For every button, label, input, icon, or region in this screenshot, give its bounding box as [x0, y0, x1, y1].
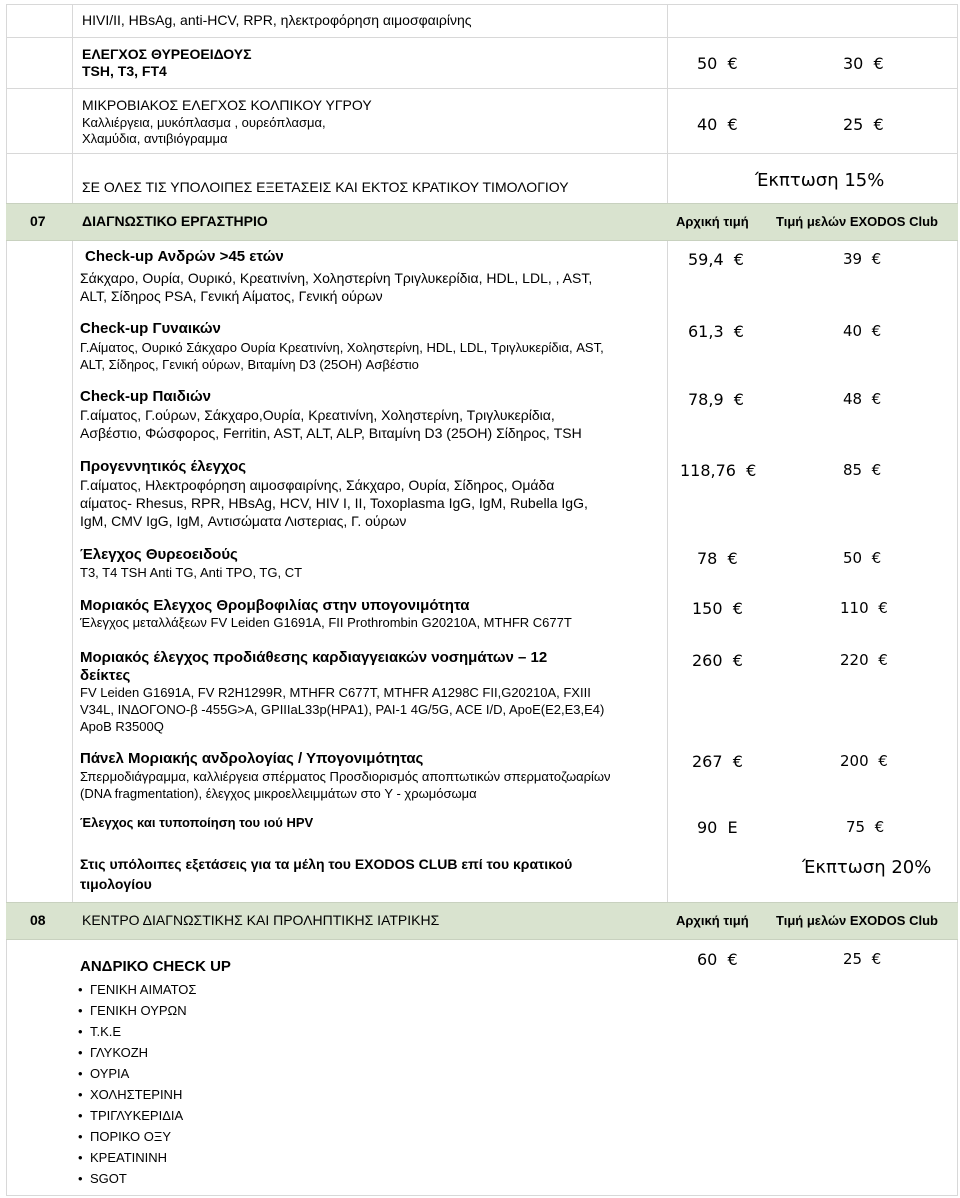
item-member-price: 85 €	[843, 461, 882, 479]
item-member-price: 200 €	[840, 752, 888, 770]
item-desc: ApoB R3500Q	[80, 719, 164, 734]
thyroid-price: 50 €	[697, 54, 738, 73]
section-title: ΚΕΝΤΡΟ ΔΙΑΓΝΩΣΤΙΚΗΣ ΚΑΙ ΠΡΟΛΗΠΤΙΚΗΣ ΙΑΤΡΙΚΗΣ	[82, 912, 440, 928]
section-code: 07	[30, 213, 46, 229]
item-desc: Σπερμοδιάγραμμα, καλλιέργεια σπέρματος Προσδιορισμός αποπτωτικών σπερματοζωαρίων	[80, 769, 611, 784]
item-desc: ALT, Σίδηρος PSA, Γενική Αίματος, Γενική ούρων	[80, 288, 383, 304]
thyroid-sub: TSH, T3, FT4	[82, 63, 167, 79]
item-title: Έλεγχος Θυρεοειδούς	[80, 546, 238, 563]
list-item: • ΧΟΛΗΣΤΕΡΙΝΗ	[90, 1087, 182, 1103]
column-divider	[667, 4, 668, 902]
item-title: Έλεγχος και τυποποίηση του ιού HPV	[80, 815, 314, 830]
row-divider	[6, 37, 958, 38]
item-title: Check-up Παιδιών	[80, 388, 212, 405]
item-desc: FV Leiden G1691A, FV R2H1299R, MTHFR C677T, MTHFR A1298C FII,G20210A, FXIII	[80, 685, 591, 700]
item-title: Μοριακός έλεγχος προδιάθεσης καρδιαγγειακών νοσημάτων – 12	[80, 649, 548, 666]
item-title: ΑΝΔΡΙΚΟ CHECK UP	[80, 958, 231, 975]
item-desc: Γ.αίματος, Ηλεκτροφόρηση αιμοσφαιρίνης, Σάκχαρο, Ουρία, Σίδηρος, Ομάδα	[80, 477, 555, 493]
list-item: • Τ.Κ.Ε	[90, 1024, 121, 1040]
list-item: • ΠΟΡΙΚΟ ΟΞΥ	[90, 1129, 171, 1145]
item-member-price: 48 €	[843, 390, 882, 408]
list-item: • ΓΕΝΙΚΗ ΑΙΜΑΤΟΣ	[90, 982, 196, 998]
item-title: Μοριακός Ελεγχος Θρομβοφιλίας στην υπογονιμότητα	[80, 597, 470, 614]
item-desc: (DNA fragmentation), έλεγχος μικροελλειμμάτων στο Y - χρωμόσωμα	[80, 786, 477, 801]
item-desc: Έλεγχος μεταλλάξεων FV Leiden G1691A, FII Prothrombin G20210A, MTHFR C677T	[80, 615, 572, 630]
list-item: • ΤΡΙΓΛΥΚΕΡΙΔΙΑ	[90, 1108, 183, 1124]
item-member-price: 75 €	[846, 818, 885, 836]
item-title: Πάνελ Μοριακής ανδρολογίας / Υπογονιμότητας	[80, 750, 424, 767]
club-note: τιμολογίου	[80, 876, 152, 892]
item-member-price: 40 €	[843, 322, 882, 340]
column-divider	[72, 4, 73, 902]
col-price-header: Αρχική τιμή	[676, 214, 749, 229]
item-price: 78,9 €	[688, 390, 744, 409]
item-title: Check-up Γυναικών	[80, 320, 221, 337]
list-item: • SGOT	[90, 1171, 127, 1187]
item-desc: Σάκχαρο, Ουρία, Ουρικό, Κρεατινίνη, Χοληστερίνη Τριγλυκερίδια, HDL, LDL, , AST,	[80, 270, 593, 286]
item-desc: Γ.Αίματος, Ουρικό Σάκχαρο Ουρία Κρεατινίνη, Χοληστερίνη, HDL, LDL, Τριγλυκερίδια, AST,	[80, 340, 604, 355]
discount-note: ΣΕ ΟΛΕΣ ΤΙΣ ΥΠΟΛΟΙΠΕΣ ΕΞΕΤΑΣΕΙΣ ΚΑΙ ΕΚΤΟΣ ΚΡΑΤΙΚΟΥ ΤΙΜΟΛΟΓΙΟΥ	[82, 179, 569, 195]
item-title: δείκτες	[80, 667, 131, 684]
item-desc: αίματος- Rhesus, RPR, HBsAg, HCV, HIV I, II, Toxoplasma IgG, IgM, Rubella IgG,	[80, 495, 588, 511]
col-price-header: Αρχική τιμή	[676, 913, 749, 928]
row-divider	[6, 88, 958, 89]
item-desc: V34L, INΔΟΓΟΝΟ-β -455G>A, GPIIIaL33p(HPA1), PAI-1 4G/5G, ACE I/D, ApoE(E2,E3,E4)	[80, 702, 605, 717]
item-member-price: 50 €	[843, 549, 882, 567]
col-member-header: Τιμή μελών EXODOS Club	[776, 214, 938, 229]
item-member-price: 39 €	[843, 250, 882, 268]
tests-line: HIVI/II, HBsAg, anti-HCV, RPR, ηλεκτροφόρηση αιμοσφαιρίνης	[82, 12, 472, 28]
item-price: 267 €	[692, 752, 743, 771]
club-note: Στις υπόλοιπες εξετάσεις για τα μέλη του EXODOS CLUB επί του κρατικού	[80, 856, 573, 872]
item-member-price: 110 €	[840, 599, 888, 617]
vaginal-line: Χλαμύδια, αντιβιόγραμμα	[82, 131, 228, 146]
item-member-price: 25 €	[843, 950, 882, 968]
item-price: 118,76 €	[680, 461, 757, 480]
item-title: Check-up Ανδρών >45 ετών	[85, 248, 284, 265]
item-desc: Γ.αίματος, Γ.ούρων, Σάκχαρο,Ουρία, Κρεατινίνη, Χοληστερίνη, Τριγλυκερίδια,	[80, 407, 555, 423]
list-item: • ΟΥΡΙΑ	[90, 1066, 129, 1082]
item-desc: T3, T4 TSH Anti TG, Anti TPO, TG, CT	[80, 565, 303, 580]
col-member-header: Τιμή μελών EXODOS Club	[776, 913, 938, 928]
discount-15: Έκπτωση 15%	[755, 170, 885, 191]
thyroid-title: ΕΛΕΓΧΟΣ ΘΥΡΕΟΕΙΔΟΥΣ	[82, 46, 252, 62]
item-member-price: 220 €	[840, 651, 888, 669]
item-price: 90 E	[697, 818, 738, 837]
vaginal-member-price: 25 €	[843, 115, 884, 134]
item-price: 260 €	[692, 651, 743, 670]
section-code: 08	[30, 912, 46, 928]
item-price: 78 €	[697, 549, 738, 568]
item-desc: Ασβέστιο, Φώσφορος, Ferritin, AST, ALT, ALP, Βιταμίνη D3 (25OH) Σίδηρος, TSH	[80, 425, 582, 441]
item-desc: ALT, Σίδηρος, Γενική ούρων, Βιταμίνη D3 (25OH) Ασβέστιο	[80, 357, 419, 372]
discount-20: Έκπτωση 20%	[802, 857, 932, 878]
list-item: • ΓΕΝΙΚΗ ΟΥΡΩΝ	[90, 1003, 187, 1019]
row-divider	[6, 153, 958, 154]
list-item: • ΚΡΕΑΤΙΝΙΝΗ	[90, 1150, 167, 1166]
section-title: ΔΙΑΓΝΩΣΤΙΚΟ ΕΡΓΑΣΤΗΡΙΟ	[82, 213, 268, 229]
item-desc: IgM, CMV IgG, IgM, Αντισώματα Λιστεριας, Γ. ούρων	[80, 513, 407, 529]
thyroid-member-price: 30 €	[843, 54, 884, 73]
vaginal-price: 40 €	[697, 115, 738, 134]
item-price: 150 €	[692, 599, 743, 618]
item-title: Προγεννητικός έλεγχος	[80, 458, 247, 475]
vaginal-title: ΜΙΚΡΟΒΙΑΚΟΣ ΕΛΕΓΧΟΣ ΚΟΛΠΙΚΟΥ ΥΓΡΟΥ	[82, 97, 372, 113]
item-price: 59,4 €	[688, 250, 744, 269]
item-price: 60 €	[697, 950, 738, 969]
vaginal-line: Καλλιέργεια, μυκόπλασμα , ουρεόπλασμα,	[82, 115, 326, 130]
list-item: • ΓΛΥΚΟΖΗ	[90, 1045, 148, 1061]
item-price: 61,3 €	[688, 322, 744, 341]
